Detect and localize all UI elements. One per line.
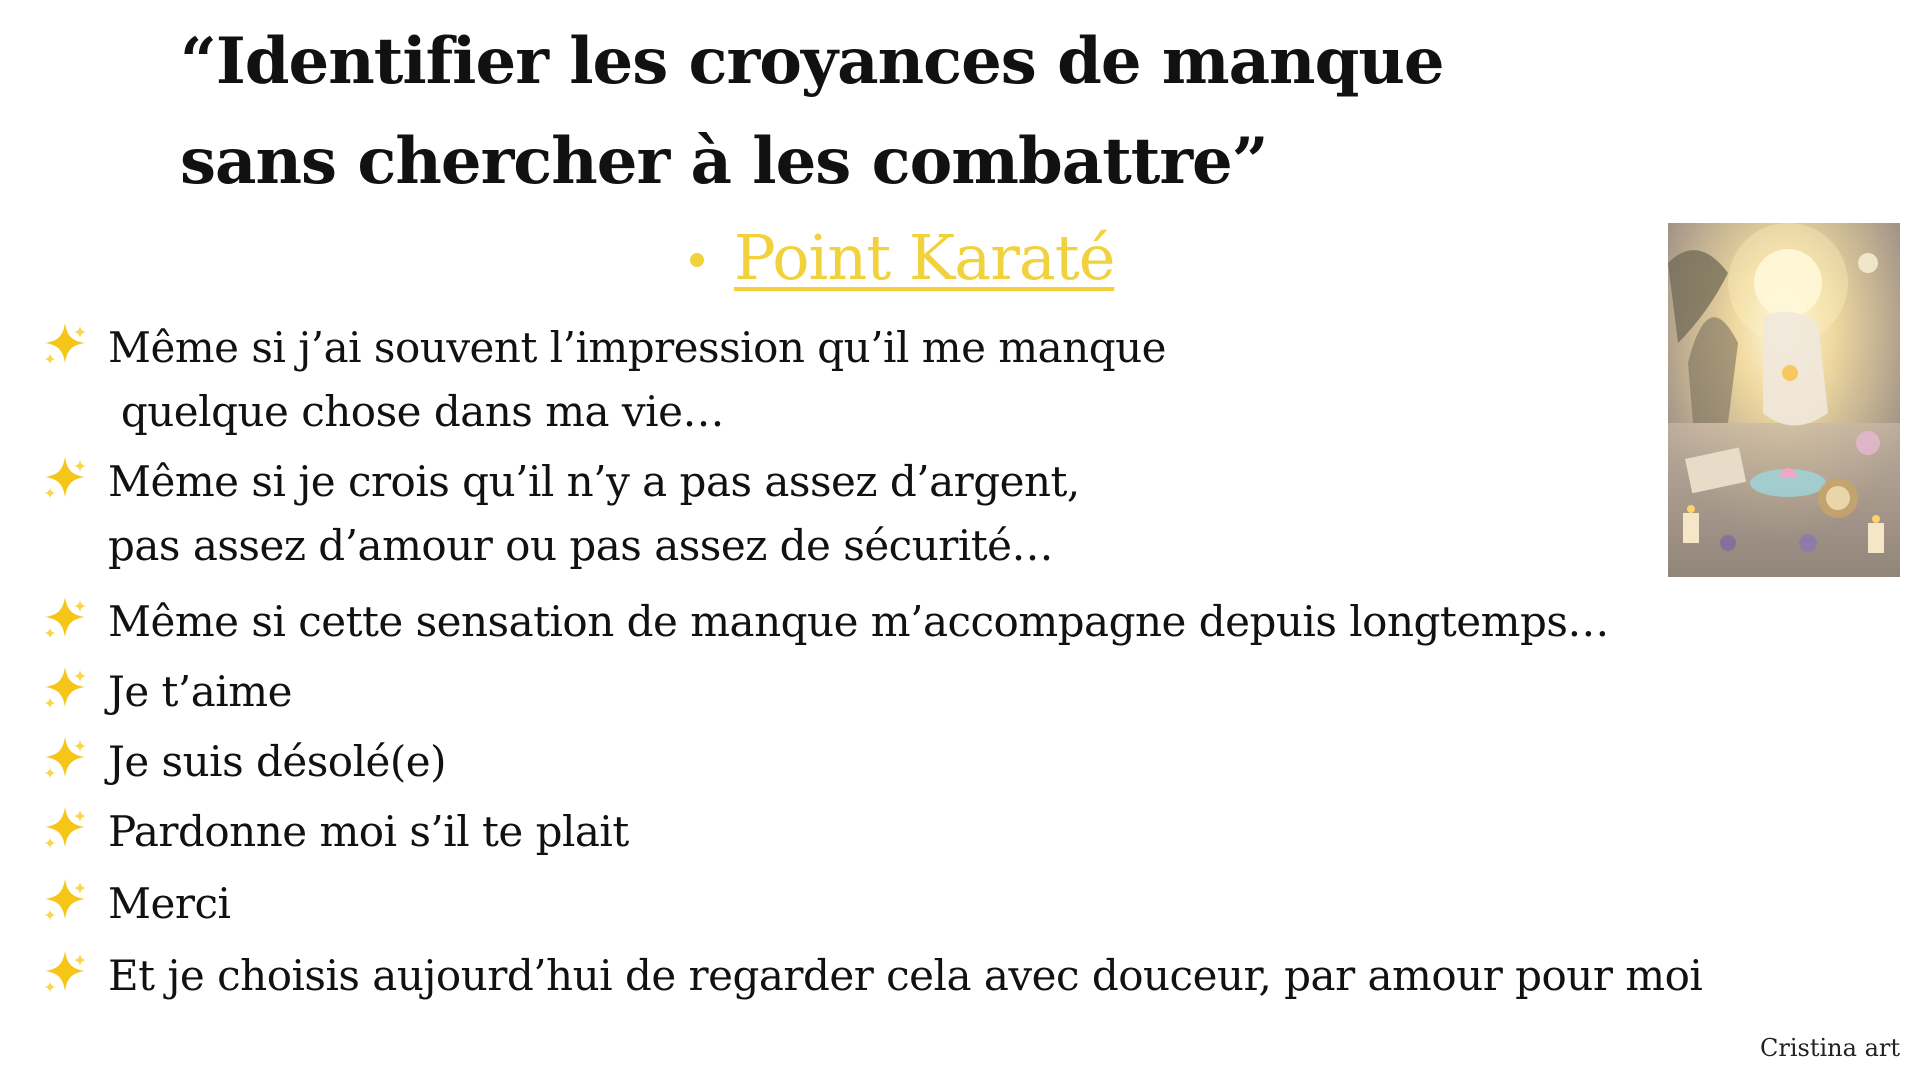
sparkle-icon [40,946,90,996]
list-item [40,316,1166,444]
list-item [40,450,1080,578]
item-line: Même si j’ai souvent l’impression qu’il me manque [108,323,1167,372]
sparkle-icon [40,874,90,924]
sparkle-icon [40,732,90,782]
list-item [40,800,629,864]
sparkle-icon [40,592,90,642]
item-line: Et je choisis aujourd’hui de regarder cela avec douceur, par amour pour moi [108,951,1703,1000]
sparkle-icon [40,452,90,502]
list-item [40,660,292,724]
item-line: Merci [108,879,231,928]
sparkle-icon [40,662,90,712]
item-line: Même si je crois qu’il n’y a pas assez d’argent, [108,457,1080,506]
list-item [40,590,1609,654]
item-line: Je t’aime [108,667,292,716]
sparkle-icon [40,318,90,368]
credit-label: Cristina art [1760,1034,1900,1062]
item-line: pas assez d’amour ou pas assez de sécurité… [108,521,1053,570]
subtitle-row [690,212,1114,302]
item-line: Même si cette sensation de manque m’accompagne depuis longtemps… [108,597,1609,646]
list-item [40,730,446,794]
dot-icon [690,253,704,267]
list-item [40,872,230,936]
spiritual-illustration [1668,223,1900,577]
slide-title: “Identifier les croyances de manque sans chercher à les combattre” [180,24,1444,199]
subtitle: Point Karaté [734,220,1115,294]
list-item [40,944,1702,1008]
item-line: quelque chose dans ma vie… [108,387,724,436]
sparkle-icon [40,802,90,852]
item-line: Pardonne moi s’il te plait [108,807,629,856]
item-line: Je suis désolé(e) [108,737,446,786]
